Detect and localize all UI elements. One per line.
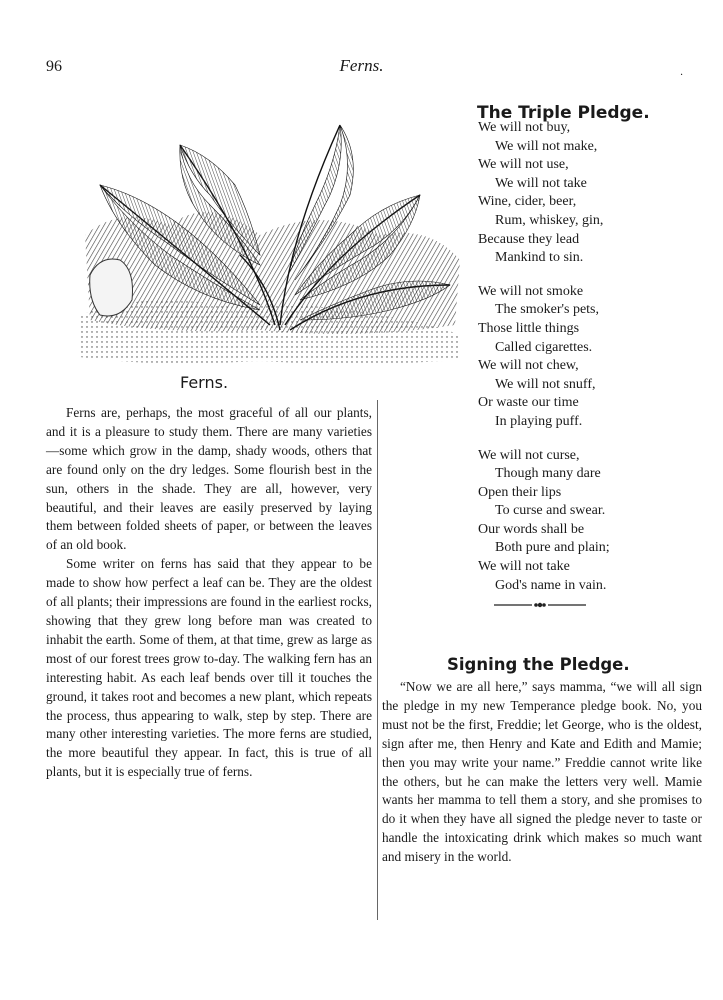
poem-line: Wine, cider, beer, (478, 194, 577, 210)
column-divider (377, 400, 378, 920)
ferns-paragraph: Some writer on ferns has said that they appear to be made to show how perfect a leaf can be. They are the oldest of all plants; their impressions are found in the earliest rocks, showing that they grew long before man was created to inhabit the earth. Some of them, at that time, grew as large as most of our forest trees grow to-day. The walking fern has an interesting habit. As each leaf bends over till it touches the ground, it takes root and becomes a new plant, which repeats the process, thus appearing to walk, step by step. There are many other interesting varieties. The more ferns are studied, the more beautiful they appear. In fact, this is true of all plants, but it is especially true of ferns. (46, 556, 372, 780)
poem-title: The Triple Pledge. (477, 103, 650, 124)
poem-line: We will not chew, (478, 358, 579, 374)
print-mark: · (680, 70, 684, 81)
poem-line: We will not curse, (478, 447, 580, 463)
poem-line: We will not snuff, (495, 376, 596, 392)
poem-line: God's name in vain. (495, 577, 607, 593)
signing-article-body (382, 678, 702, 867)
section-ornament-icon (494, 598, 586, 612)
ferns-paragraph: Ferns are, perhaps, the most graceful of all our plants, and it is a pleasure to study them. There are many varieties—some which grow in the damp, shady woods, others that are found only on the dry ledges. Some flourish best in the sun, others in the shade. They are all, however, very beautiful, and their leaves are easily preserved by laying them between folded sheets of paper, or between the leaves of an old book. (46, 405, 372, 553)
poem-line: Open their lips (478, 484, 562, 500)
poem-stanza (478, 119, 718, 268)
poem-line: The smoker's pets, (495, 302, 600, 318)
poem-line: Or waste our time (478, 395, 579, 411)
signing-title: Signing the Pledge. (447, 654, 630, 674)
signing-paragraph: “Now we are all here,” says mamma, “we will all sign the pledge in my new Temperance pledge book. No, you must not be the first, Freddie; let George, who is the oldest, sign after me, then Henry and Kate and Edith and Mamie; then you may write your name.” Freddie cannot write like the others, but he can make the letters very well. Mamie wants her mamma to tell them a story, and she promises to do it when they have all signed the pledge never to taste or handle the intoxicating drink which makes so much want and misery in the world. (382, 679, 702, 865)
poem-line: We will not take (495, 175, 587, 191)
ferns-article-body (46, 404, 372, 782)
page-number: 96 (46, 58, 62, 75)
poem-line: In playing puff. (495, 413, 583, 429)
poem-stanza (478, 283, 718, 432)
poem-line: We will not buy, (478, 120, 571, 135)
poem-line: Though many dare (495, 466, 601, 482)
running-title: Ferns. (339, 56, 384, 75)
ferns-title: Ferns. (180, 373, 229, 392)
poem-line: Because they lead (478, 231, 580, 247)
poem-line: We will not use, (478, 157, 569, 173)
poem-line: To curse and swear. (495, 503, 606, 519)
fern-engraving-icon (60, 85, 465, 370)
poem-line: Called cigarettes. (495, 339, 593, 355)
poem-line: Rum, whiskey, gin, (495, 212, 604, 228)
poem-line: We will not make, (495, 138, 598, 154)
poem-body (478, 119, 718, 610)
poem-line: We will not smoke (478, 283, 584, 299)
poem-line: Mankind to sin. (495, 250, 584, 266)
poem-line: Those little things (478, 320, 580, 336)
poem-line: Both pure and plain; (495, 540, 610, 556)
poem-line: Our words shall be (478, 521, 585, 537)
poem-line: We will not take (478, 559, 570, 575)
poem-stanza (478, 447, 718, 596)
